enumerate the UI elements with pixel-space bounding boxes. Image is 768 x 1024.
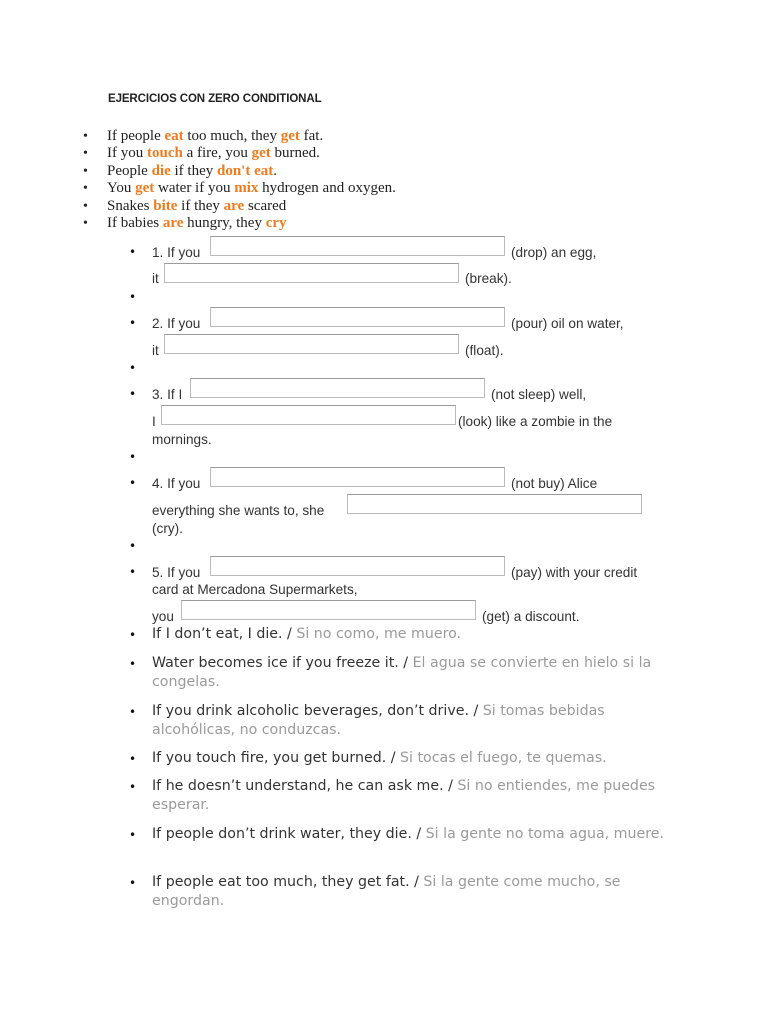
bullet: •	[129, 361, 137, 375]
bullet: •	[129, 780, 137, 794]
sentence-item	[152, 702, 672, 740]
example-text: water if you	[154, 180, 235, 197]
exercise-4-answer-1[interactable]	[210, 467, 505, 487]
sentence-spanish: Si no entiendes, me puedes esperar.	[152, 778, 656, 813]
exercise-3-text: (not sleep) well,	[491, 387, 587, 402]
highlighted-verb: mix	[234, 180, 259, 197]
exercise-5-text-3: (get) a discount.	[482, 609, 580, 624]
example-text: If people	[107, 128, 165, 144]
exercise-3-answer-2[interactable]	[161, 405, 456, 425]
example-text: If babies	[107, 214, 163, 231]
example-text: too much, they	[183, 128, 281, 144]
exercise-2-answer-1[interactable]	[210, 307, 505, 327]
exercise-2-prefix-2: it	[152, 343, 159, 358]
highlighted-verb: get	[135, 180, 155, 197]
exercise-5-answer-2[interactable]	[181, 600, 476, 620]
exercise-3-text-3: mornings.	[152, 432, 212, 447]
highlighted-verb: are	[223, 197, 245, 214]
exercise-4-prefix-2: everything she wants to, she	[152, 503, 325, 518]
example-item	[81, 163, 396, 180]
exercise-5-prefix: 5. If you	[152, 565, 201, 580]
highlighted-verb: touch	[147, 145, 183, 162]
sentence-spanish: Si la gente come mucho, se engordan.	[152, 874, 621, 909]
sentence-item	[152, 825, 672, 844]
example-text: hydrogen and oxygen.	[258, 180, 396, 197]
bullet: •	[129, 539, 137, 553]
sentence-spanish: Si la gente no toma agua, muere.	[425, 826, 664, 842]
example-text: if they	[177, 197, 224, 214]
example-text: You	[107, 180, 136, 197]
bullet: •	[129, 628, 137, 642]
sentence-spanish: Si tomas bebidas alcohólicas, no conduzcas.	[152, 703, 605, 738]
highlighted-verb: eat	[164, 128, 184, 144]
bullet: •	[129, 752, 137, 766]
exercise-1-prefix: 1. If you	[152, 245, 201, 260]
example-text: fat.	[299, 128, 324, 144]
exercise-2-answer-2[interactable]	[164, 334, 459, 354]
exercise-4-prefix: 4. If you	[152, 476, 201, 491]
highlighted-verb: cry	[265, 214, 287, 231]
highlighted-verb: get	[280, 128, 300, 144]
sentence-english: If I don’t eat, I die. /	[152, 626, 297, 642]
sentence-english: If he doesn’t understand, he can ask me. /	[152, 778, 458, 794]
sentence-spanish: Si tocas el fuego, te quemas.	[400, 750, 607, 766]
sentence-english: Water becomes ice if you freeze it. /	[152, 655, 413, 671]
example-text: if they	[170, 162, 217, 179]
examples-list	[81, 128, 396, 232]
exercise-3-answer-1[interactable]	[190, 378, 485, 398]
exercise-4-text: (not buy) Alice	[511, 476, 598, 491]
exercise-3-prefix: 3. If I	[152, 387, 183, 402]
highlighted-verb: bite	[153, 197, 178, 214]
sentence-spanish: El agua se convierte en hielo si la congelas.	[152, 655, 652, 690]
bullet: •	[129, 876, 137, 890]
exercise-4-answer-2[interactable]	[347, 494, 642, 514]
example-text: a fire, you	[182, 145, 252, 162]
exercise-2-text: (pour) oil on water,	[511, 316, 624, 331]
sentence-english: If people eat too much, they get fat. /	[152, 874, 424, 890]
example-item	[81, 180, 396, 197]
exercise-1-text-2: (break).	[465, 271, 512, 286]
highlighted-verb: get	[251, 145, 271, 162]
sentence-english: If you drink alcoholic beverages, don’t drive. /	[152, 703, 483, 719]
bullet: •	[129, 565, 137, 579]
example-text: People	[107, 162, 152, 179]
sentence-item	[152, 625, 672, 644]
sentence-item	[152, 654, 672, 692]
exercise-5-text: (pay) with your credit	[511, 565, 638, 580]
bullet: •	[129, 705, 137, 719]
example-item	[81, 145, 396, 162]
exercise-2-text-2: (float).	[465, 343, 504, 358]
example-text: burned.	[270, 145, 320, 162]
bullet: •	[129, 245, 137, 259]
exercise-1-answer-1[interactable]	[210, 236, 505, 256]
example-item	[81, 198, 396, 215]
exercise-3-prefix-2: I	[152, 414, 156, 429]
bullet: •	[129, 828, 137, 842]
highlighted-verb: are	[162, 214, 184, 231]
exercise-5-prefix-3: you	[152, 609, 174, 624]
bullet: •	[129, 476, 137, 490]
exercise-4-text-2: (cry).	[152, 521, 183, 536]
sentence-item	[152, 777, 672, 815]
exercise-1-prefix-2: it	[152, 271, 159, 286]
exercise-3-text-2: (look) like a zombie in the	[458, 414, 613, 429]
exercise-1-text: (drop) an egg,	[511, 245, 597, 260]
highlighted-verb: don't eat	[217, 162, 274, 179]
exercise-5-answer-1[interactable]	[210, 556, 505, 576]
example-text: If you	[107, 145, 147, 162]
sentence-spanish: Si no como, me muero.	[296, 626, 462, 642]
example-text: Snakes	[107, 197, 154, 214]
page-title: EJERCICIOS CON ZERO CONDITIONAL	[108, 93, 322, 105]
example-item	[81, 128, 396, 145]
sentence-item	[152, 873, 672, 911]
sentence-english: If you touch fire, you get burned. /	[152, 750, 401, 766]
highlighted-verb: die	[151, 162, 171, 179]
bullet: •	[129, 316, 137, 330]
exercise-2-prefix: 2. If you	[152, 316, 201, 331]
exercise-5-text-2: card at Mercadona Supermarkets,	[152, 582, 358, 597]
sentence-item	[152, 749, 672, 768]
example-text: .	[273, 162, 277, 179]
example-text: hungry, they	[183, 214, 266, 231]
bullet: •	[129, 450, 137, 464]
example-item	[81, 215, 396, 232]
bullet: •	[129, 290, 137, 304]
bullet: •	[129, 387, 137, 401]
sentence-english: If people don’t drink water, they die. /	[152, 826, 426, 842]
exercise-1-answer-2[interactable]	[164, 263, 459, 283]
bullet: •	[129, 657, 137, 671]
example-text: scared	[244, 197, 287, 214]
